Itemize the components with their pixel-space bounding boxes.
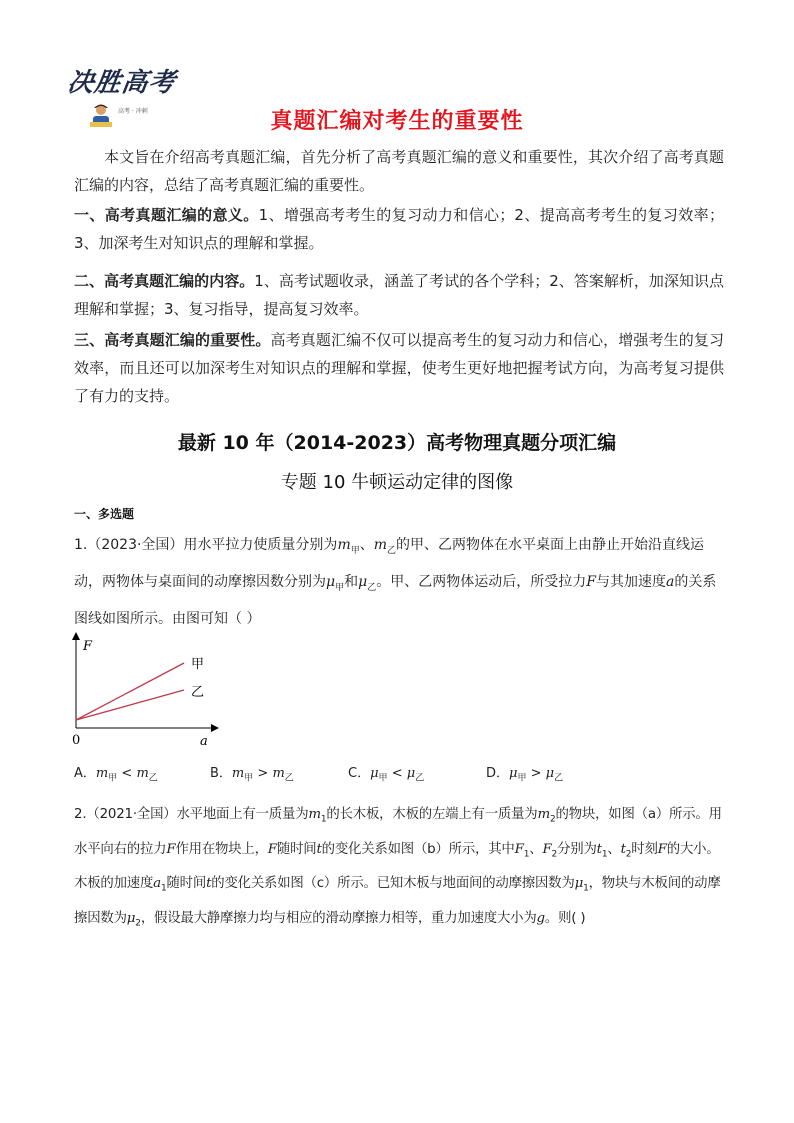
point-importance [74,326,724,410]
force-acceleration-graph [66,628,226,748]
option-a[interactable]: A．$m_甲 < m_乙$ [74,766,158,784]
point-body: 1、增强高考考生的复习动力和信心；2、提高高考考生的复习效率；3、加深考生对知识点的理解和掌握。 [74,206,724,252]
x-axis-arrow [211,724,219,732]
point-body: 1、高考试题收录，涵盖了考试的各个学科；2、答案解析，加深知识点理解和掌握；3、复习指导，提高复习效率。 [74,272,724,318]
page-title: 真题汇编对考生的重要性 [270,109,524,134]
option-b[interactable]: B．$m_甲 > m_乙$ [210,766,294,784]
option-d[interactable]: D．$\mu_甲 > \mu_乙$ [486,766,564,784]
x-axis-label: a [200,734,208,748]
point-heading: 二、高考真题汇编的内容。 [74,272,255,290]
point-body: 高考真题汇编不仅可以提高考生的复习动力和信心，增强考生的复习效率，而且还可以加深考生对知识点的理解和掌握，使考生更好地把握考试方向，为高考复习提供了有力的支持。 [74,331,724,405]
point-content [74,267,724,323]
section-label: 一、多选题 [74,507,135,521]
line-yi-label: 乙 [191,685,205,700]
point-heading: 一、高考真题汇编的意义。 [74,206,259,224]
point-heading: 三、高考真题汇编的重要性。 [74,331,271,349]
line-yi [76,690,184,720]
section-subtitle: 专题 10 牛顿运动定律的图像 [280,472,514,493]
logo-tagline: 高考 · 冲刺 [118,108,148,115]
origin-label: 0 [72,733,81,748]
point-significance [74,201,724,257]
section-title: 最新 10 年（2014-2023）高考物理真题分项汇编 [177,432,617,454]
question-2: 2.（2021·全国）水平地面上有一质量为$m_1$的长木板，木板的左端上有一质量为$m_2$的物块，如图（a）所示。用水平向右的拉力F作用在物块上，F随时间t的变化关系如图（b）所示，其中$F_1$、$F_2$分别为$t_1$、$t_2$时刻F的大小。木板的加速度$a_1$随时间t的变化关系如图（c）所示。已知木板与地面间的动摩擦因数为$\mu_1$，物块与木板间的动摩擦因数为$\mu_2$，假设最大静摩擦力均与相应的滑动摩擦力相等，重力加速度大小为g。则( ) [74,807,722,929]
y-axis-arrow [72,632,80,640]
line-jia [76,663,184,720]
line-jia-label: 甲 [191,657,205,672]
y-axis-label: F [83,639,93,654]
logo-text: 决胜高考 [65,68,178,98]
question-1: 1.（2023·全国）用水平拉力使质量分别为$m_甲$、$m_乙$的甲、乙两物体在水平桌面上由静止开始沿直线运动，两物体与桌面间的动摩擦因数分别为$\mu_甲$和$\mu_乙$。甲、乙两物体运动后，所受拉力F与其加速度a的关系图线如图所示。由图可知（ ） [74,537,717,627]
intro-paragraph: 本文旨在介绍高考真题汇编，首先分析了高考真题汇编的意义和重要性，其次介绍了高考真题汇编的内容，总结了高考真题汇编的重要性。 [74,148,724,194]
option-c[interactable]: C．$\mu_甲 < \mu_乙$ [348,766,425,784]
